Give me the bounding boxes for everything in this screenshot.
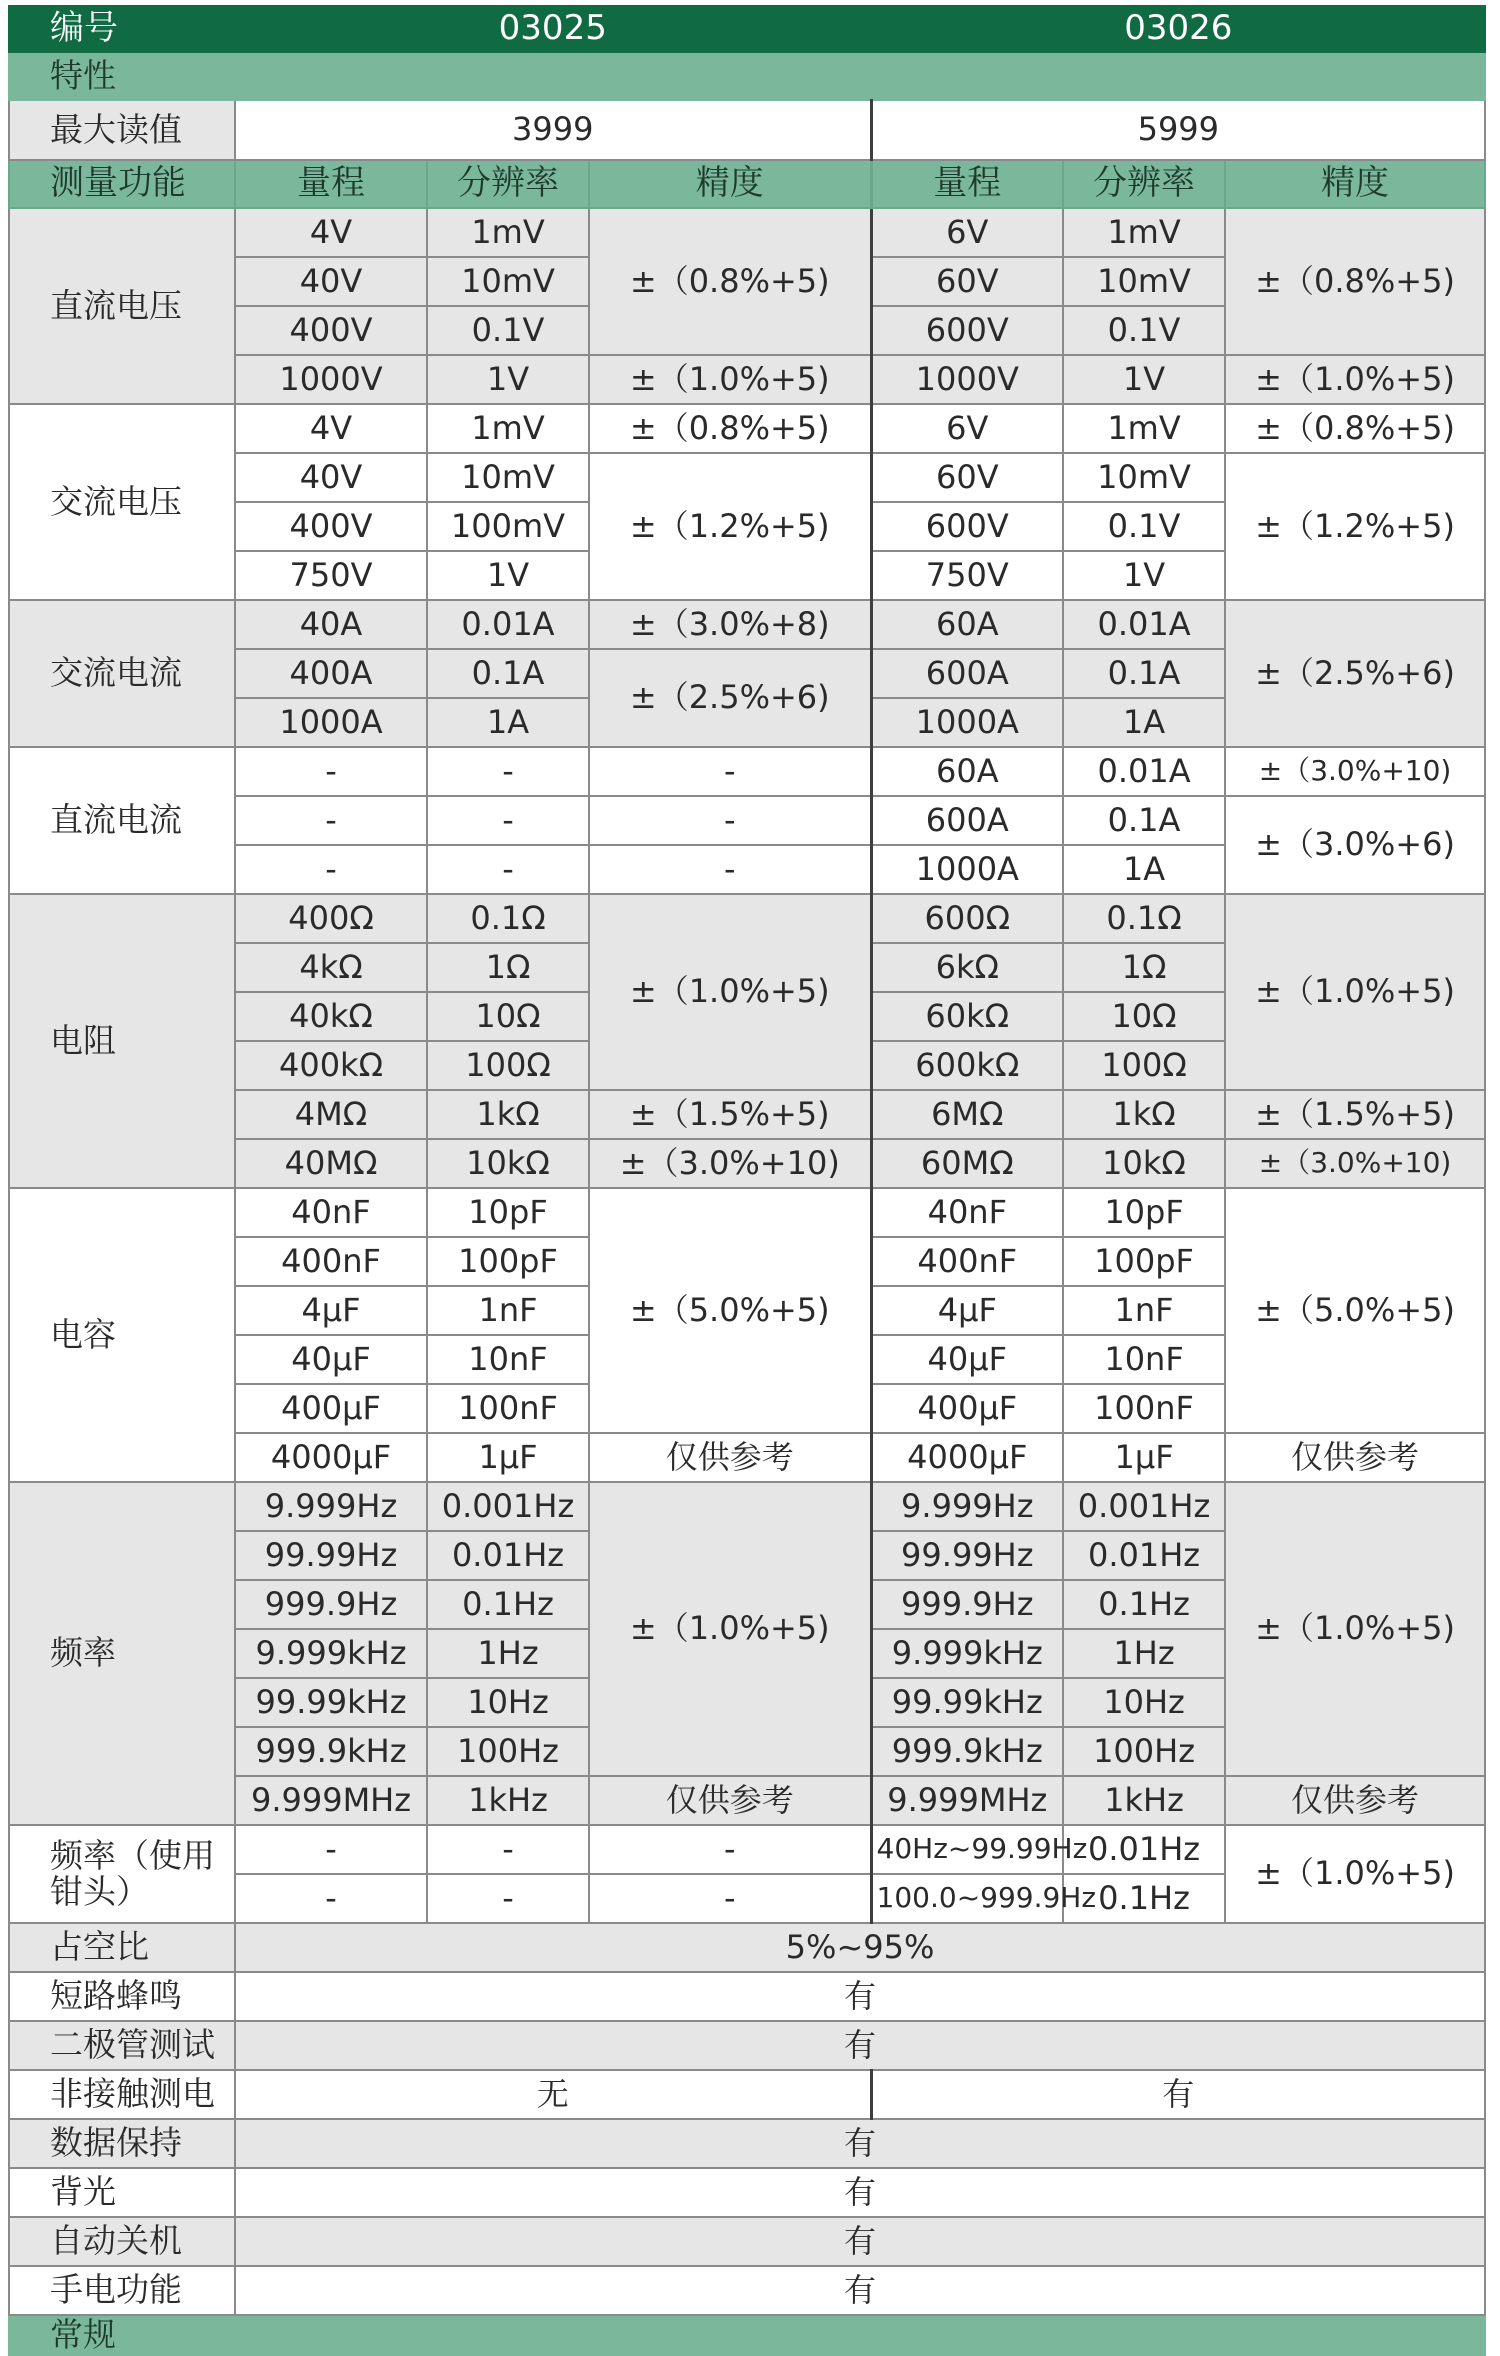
range-b: 600kΩ: [871, 1041, 1063, 1090]
diode-test-value: 有: [235, 2021, 1485, 2070]
resolution-a: -: [427, 747, 589, 796]
resolution-a: 1V: [427, 551, 589, 600]
range-b: 750V: [871, 551, 1063, 600]
range-a: 40MΩ: [235, 1139, 427, 1188]
range-a: 400Ω: [235, 894, 427, 943]
accuracy-b: ±（3.0%+10): [1225, 1139, 1485, 1188]
range-b: 600Ω: [871, 894, 1063, 943]
accuracy-b: ±（1.0%+5): [1225, 1482, 1485, 1776]
range-b: 6V: [871, 208, 1063, 257]
flashlight-label: 手电功能: [9, 2266, 235, 2315]
table-row: [9, 1188, 1485, 1237]
accuracy-a: -: [589, 796, 871, 845]
resolution-b: 10Hz: [1063, 1678, 1225, 1727]
resolution-a: 1mV: [427, 208, 589, 257]
accuracy-b: ±（1.0%+5): [1225, 355, 1485, 404]
resolution-a: 1A: [427, 698, 589, 747]
range-a: 4kΩ: [235, 943, 427, 992]
range-b: 99.99kHz: [871, 1678, 1063, 1727]
range-a: 400V: [235, 502, 427, 551]
table-row: [9, 2217, 1485, 2266]
table-row: [9, 600, 1485, 649]
range-b: 4μF: [871, 1286, 1063, 1335]
duty-cycle-value: 5%~95%: [235, 1923, 1485, 1972]
accuracy-a: 仅供参考: [589, 1776, 871, 1825]
accuracy-b: 仅供参考: [1225, 1433, 1485, 1482]
resolution-b: 0.1A: [1063, 796, 1225, 845]
ncv-label: 非接触测电: [9, 2070, 235, 2119]
range-a: 999.9kHz: [235, 1727, 427, 1776]
auto-off-value: 有: [235, 2217, 1485, 2266]
accuracy-b: 仅供参考: [1225, 1776, 1485, 1825]
resolution-a: -: [427, 1825, 589, 1874]
resolution-a: 100Hz: [427, 1727, 589, 1776]
general-section-title: 常规: [9, 2315, 1485, 2355]
range-b: 9.999kHz: [871, 1629, 1063, 1678]
range-b: 99.99Hz: [871, 1531, 1063, 1580]
accuracy-a: ±（2.5%+6): [589, 649, 871, 747]
table-row: [9, 2119, 1485, 2168]
resolution-a: 1mV: [427, 404, 589, 453]
range-a: 400A: [235, 649, 427, 698]
range-a: 4μF: [235, 1286, 427, 1335]
ac-current-label: 交流电流: [9, 600, 235, 747]
accuracy-b: ±（5.0%+5): [1225, 1188, 1485, 1433]
range-b-header: 量程: [871, 160, 1063, 208]
accuracy-a: ±（5.0%+5): [589, 1188, 871, 1433]
ac-voltage-label: 交流电压: [9, 404, 235, 600]
resolution-a: 10pF: [427, 1188, 589, 1237]
resolution-b: 0.1A: [1063, 649, 1225, 698]
range-b: 1000V: [871, 355, 1063, 404]
range-a: 40nF: [235, 1188, 427, 1237]
range-a: -: [235, 747, 427, 796]
range-a-header: 量程: [235, 160, 427, 208]
resolution-a: 1Ω: [427, 943, 589, 992]
range-b: 9.999MHz: [871, 1776, 1063, 1825]
resolution-a: 1kΩ: [427, 1090, 589, 1139]
table-row: [9, 2266, 1485, 2315]
duty-cycle-label: 占空比: [9, 1923, 235, 1972]
diode-test-label: 二极管测试: [9, 2021, 235, 2070]
range-b: 60kΩ: [871, 992, 1063, 1041]
resolution-a: 100mV: [427, 502, 589, 551]
resolution-a: 0.1V: [427, 306, 589, 355]
resolution-b: 1Ω: [1063, 943, 1225, 992]
resolution-b: 0.1Ω: [1063, 894, 1225, 943]
accuracy-a: ±（1.2%+5): [589, 453, 871, 600]
table-row: [9, 2168, 1485, 2217]
range-b: 600V: [871, 306, 1063, 355]
resolution-b: 1mV: [1063, 404, 1225, 453]
range-b: 600V: [871, 502, 1063, 551]
range-a: 4V: [235, 208, 427, 257]
resolution-a: 0.1Ω: [427, 894, 589, 943]
ncv-a-value: 无: [235, 2070, 871, 2119]
range-a: 9.999Hz: [235, 1482, 427, 1531]
range-a: 400kΩ: [235, 1041, 427, 1090]
dc-voltage-label: 直流电压: [9, 208, 235, 404]
resistance-label: 电阻: [9, 894, 235, 1188]
resolution-a: 0.001Hz: [427, 1482, 589, 1531]
range-a: -: [235, 796, 427, 845]
general-band: [9, 2315, 1485, 2355]
max-reading-a: 3999: [235, 100, 871, 160]
function-column-header: 测量功能: [9, 160, 235, 208]
accuracy-a: ±（1.0%+5): [589, 1482, 871, 1776]
model-number-label: 编号: [9, 6, 235, 52]
max-reading-b: 5999: [871, 100, 1485, 160]
accuracy-b: ±（0.8%+5): [1225, 208, 1485, 355]
range-a: 400V: [235, 306, 427, 355]
resolution-a: 100pF: [427, 1237, 589, 1286]
range-b: 400μF: [871, 1384, 1063, 1433]
model-b-number: 03026: [871, 6, 1485, 52]
resolution-b: 0.01Hz: [1063, 1531, 1225, 1580]
table-row: [9, 1923, 1485, 1972]
spec-table: [8, 5, 1486, 2356]
accuracy-b-header: 精度: [1225, 160, 1485, 208]
header-row: [9, 6, 1485, 52]
resolution-b: 0.01A: [1063, 747, 1225, 796]
accuracy-b: ±（2.5%+6): [1225, 600, 1485, 747]
features-section-title: 特性: [9, 52, 1485, 100]
resolution-a: 100Ω: [427, 1041, 589, 1090]
resolution-b: 1A: [1063, 698, 1225, 747]
accuracy-b: ±（3.0%+6): [1225, 796, 1485, 894]
resolution-a: 100nF: [427, 1384, 589, 1433]
range-b: 6kΩ: [871, 943, 1063, 992]
accuracy-b: ±（0.8%+5): [1225, 404, 1485, 453]
resolution-b: 100nF: [1063, 1384, 1225, 1433]
accuracy-a: 仅供参考: [589, 1433, 871, 1482]
resolution-a: 10Ω: [427, 992, 589, 1041]
auto-off-label: 自动关机: [9, 2217, 235, 2266]
resolution-b: 1μF: [1063, 1433, 1225, 1482]
resolution-b: 10kΩ: [1063, 1139, 1225, 1188]
column-header-row: [9, 160, 1485, 208]
accuracy-a: ±（1.5%+5): [589, 1090, 871, 1139]
range-b: 6V: [871, 404, 1063, 453]
resolution-b: 1kΩ: [1063, 1090, 1225, 1139]
resolution-b: 1Hz: [1063, 1629, 1225, 1678]
range-a: 4000μF: [235, 1433, 427, 1482]
range-b: 9.999Hz: [871, 1482, 1063, 1531]
table-row: [9, 894, 1485, 943]
max-reading-row: [9, 100, 1485, 160]
features-band: [9, 52, 1485, 100]
resolution-a: 10mV: [427, 257, 589, 306]
data-hold-value: 有: [235, 2119, 1485, 2168]
resolution-b: 1nF: [1063, 1286, 1225, 1335]
resolution-b: 10pF: [1063, 1188, 1225, 1237]
frequency-clamp-label: 频率（使用钳头）: [9, 1825, 235, 1923]
accuracy-a: -: [589, 845, 871, 894]
model-a-number: 03025: [235, 6, 871, 52]
continuity-label: 短路蜂鸣: [9, 1972, 235, 2021]
range-b: 400nF: [871, 1237, 1063, 1286]
resolution-b: 0.1V: [1063, 306, 1225, 355]
max-reading-label: 最大读值: [9, 100, 235, 160]
accuracy-a: ±（3.0%+10): [589, 1139, 871, 1188]
range-b: 60V: [871, 257, 1063, 306]
range-b: 999.9Hz: [871, 1580, 1063, 1629]
range-b: 60V: [871, 453, 1063, 502]
resolution-b: 100pF: [1063, 1237, 1225, 1286]
resolution-b: 0.1Hz: [1063, 1874, 1225, 1923]
accuracy-a: ±（0.8%+5): [589, 208, 871, 355]
range-a: 40kΩ: [235, 992, 427, 1041]
resolution-a: 0.1A: [427, 649, 589, 698]
range-a: 9.999MHz: [235, 1776, 427, 1825]
resolution-b: 0.01Hz: [1063, 1825, 1225, 1874]
range-b: 40nF: [871, 1188, 1063, 1237]
resolution-a: 10nF: [427, 1335, 589, 1384]
range-b: 60A: [871, 600, 1063, 649]
range-a: -: [235, 1874, 427, 1923]
resolution-b: 100Ω: [1063, 1041, 1225, 1090]
resolution-a: 10Hz: [427, 1678, 589, 1727]
table-row: [9, 1482, 1485, 1531]
range-a: 99.99Hz: [235, 1531, 427, 1580]
accuracy-a: ±（1.0%+5): [589, 894, 871, 1090]
range-a: -: [235, 1825, 427, 1874]
flashlight-value: 有: [235, 2266, 1485, 2315]
accuracy-a: -: [589, 1874, 871, 1923]
accuracy-a: -: [589, 747, 871, 796]
range-b: 60A: [871, 747, 1063, 796]
range-b: 600A: [871, 649, 1063, 698]
table-row: [9, 2070, 1485, 2119]
resolution-b: 10nF: [1063, 1335, 1225, 1384]
table-row: [9, 404, 1485, 453]
resolution-a: 1μF: [427, 1433, 589, 1482]
range-a: 4V: [235, 404, 427, 453]
range-b: 1000A: [871, 845, 1063, 894]
resolution-b: 1V: [1063, 355, 1225, 404]
resolution-a: 0.1Hz: [427, 1580, 589, 1629]
resolution-a: 10mV: [427, 453, 589, 502]
resolution-b: 100Hz: [1063, 1727, 1225, 1776]
range-b: 6MΩ: [871, 1090, 1063, 1139]
resolution-b: 10mV: [1063, 453, 1225, 502]
resolution-b: 1kHz: [1063, 1776, 1225, 1825]
range-a: -: [235, 845, 427, 894]
resolution-a: 1nF: [427, 1286, 589, 1335]
accuracy-b: ±（1.2%+5): [1225, 453, 1485, 600]
resolution-a: 1kHz: [427, 1776, 589, 1825]
resolution-b: 0.001Hz: [1063, 1482, 1225, 1531]
backlight-label: 背光: [9, 2168, 235, 2217]
resolution-b: 1mV: [1063, 208, 1225, 257]
range-a: 1000V: [235, 355, 427, 404]
range-b: 60MΩ: [871, 1139, 1063, 1188]
dc-current-label: 直流电流: [9, 747, 235, 894]
accuracy-b: ±（1.0%+5): [1225, 894, 1485, 1090]
range-a: 1000A: [235, 698, 427, 747]
range-a: 99.99kHz: [235, 1678, 427, 1727]
resolution-a: 0.01Hz: [427, 1531, 589, 1580]
resolution-b: 10Ω: [1063, 992, 1225, 1041]
accuracy-a-header: 精度: [589, 160, 871, 208]
table-row: [9, 747, 1485, 796]
range-a: 40A: [235, 600, 427, 649]
table-row: [9, 208, 1485, 257]
accuracy-b: ±（1.0%+5): [1225, 1825, 1485, 1923]
resolution-a: -: [427, 796, 589, 845]
accuracy-a: ±（1.0%+5): [589, 355, 871, 404]
resolution-a: 0.01A: [427, 600, 589, 649]
range-b: 100.0~999.9Hz: [871, 1874, 1063, 1923]
accuracy-a: -: [589, 1825, 871, 1874]
range-b: 40μF: [871, 1335, 1063, 1384]
accuracy-a: ±（3.0%+8): [589, 600, 871, 649]
resolution-a-header: 分辨率: [427, 160, 589, 208]
resolution-b: 10mV: [1063, 257, 1225, 306]
range-b: 4000μF: [871, 1433, 1063, 1482]
range-a: 999.9Hz: [235, 1580, 427, 1629]
resolution-a: 10kΩ: [427, 1139, 589, 1188]
range-a: 400nF: [235, 1237, 427, 1286]
range-a: 4MΩ: [235, 1090, 427, 1139]
data-hold-label: 数据保持: [9, 2119, 235, 2168]
range-a: 40μF: [235, 1335, 427, 1384]
range-a: 40V: [235, 453, 427, 502]
resolution-a: 1Hz: [427, 1629, 589, 1678]
resolution-b: 0.01A: [1063, 600, 1225, 649]
range-a: 750V: [235, 551, 427, 600]
range-a: 9.999kHz: [235, 1629, 427, 1678]
table-row: [9, 2021, 1485, 2070]
range-b: 40Hz~99.99Hz: [871, 1825, 1063, 1874]
capacitance-label: 电容: [9, 1188, 235, 1482]
table-row: [9, 1825, 1485, 1874]
continuity-value: 有: [235, 1972, 1485, 2021]
resolution-b: 1V: [1063, 551, 1225, 600]
range-a: 400μF: [235, 1384, 427, 1433]
table-row: [9, 1972, 1485, 2021]
range-b: 1000A: [871, 698, 1063, 747]
resolution-b: 1A: [1063, 845, 1225, 894]
accuracy-b: ±（1.5%+5): [1225, 1090, 1485, 1139]
range-b: 600A: [871, 796, 1063, 845]
resolution-b-header: 分辨率: [1063, 160, 1225, 208]
resolution-b: 0.1Hz: [1063, 1580, 1225, 1629]
frequency-label: 频率: [9, 1482, 235, 1825]
accuracy-b: ±（3.0%+10): [1225, 747, 1485, 796]
resolution-a: -: [427, 1874, 589, 1923]
backlight-value: 有: [235, 2168, 1485, 2217]
resolution-b: 0.1V: [1063, 502, 1225, 551]
resolution-a: -: [427, 845, 589, 894]
range-a: 40V: [235, 257, 427, 306]
range-b: 999.9kHz: [871, 1727, 1063, 1776]
accuracy-a: ±（0.8%+5): [589, 404, 871, 453]
ncv-b-value: 有: [871, 2070, 1485, 2119]
resolution-a: 1V: [427, 355, 589, 404]
